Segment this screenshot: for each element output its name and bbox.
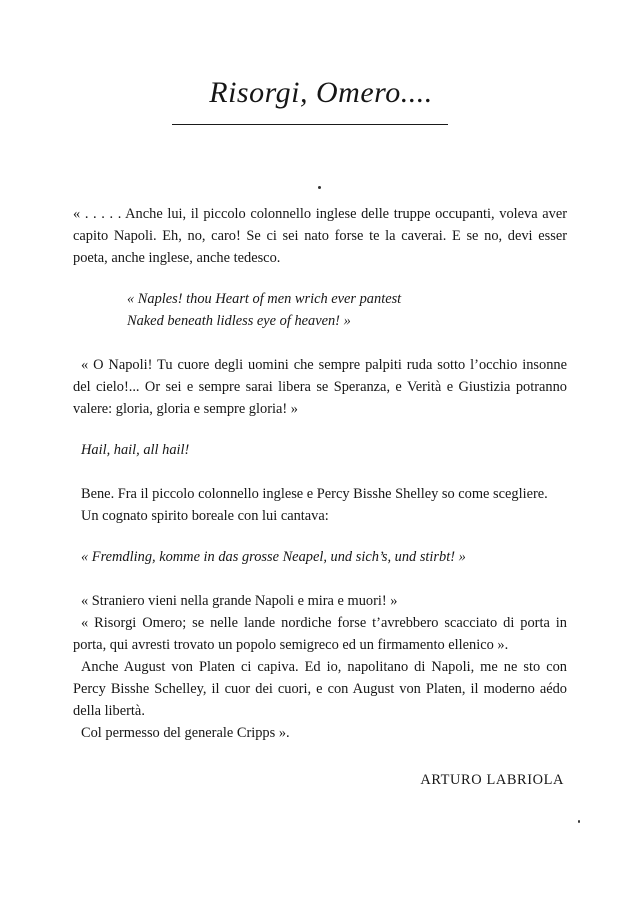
verse-quote <box>127 288 567 332</box>
paragraph-german-quote: « Fremdling, komme in das grosse Neapel, und sich’s, und stirbt! » <box>81 549 466 565</box>
paragraph-risorgi: « Risorgi Omero; se nelle lande nordiche forse t’avrebbero scacciato di porta in porta, qui avresti trovato un popolo semigreco ed un firmamento ellenico ». <box>73 615 567 653</box>
author-signature: ARTURO LABRIOLA <box>420 772 564 788</box>
paragraph-translation: « O Napoli! Tu cuore degli uomini che sempre palpiti ruda sotto l’occhio insonne del cielo!... Or sei e sempre sarai libera se Speranza, e Verità e Giustizia potranno valere: gloria, gloria e sempre gloria! » <box>73 357 567 417</box>
verse-line: Naked beneath lidless eye of heaven! » <box>127 313 351 329</box>
paragraph-hail: Hail, hail, all hail! <box>81 442 190 458</box>
speck-mark <box>318 186 321 189</box>
article-body <box>73 203 567 744</box>
paragraph-platen: Anche August von Platen ci capiva. Ed io, napolitano di Napoli, me ne sto con Percy Bisshe Schelley, il cuor dei cuori, e con August von Platen, il moderno aédo della libertà. <box>73 659 567 719</box>
paragraph-straniero: « Straniero vieni nella grande Napoli e mira e muori! » <box>81 593 398 609</box>
paragraph-intro: « . . . . . Anche lui, il piccolo colonnello inglese delle truppe occupanti, voleva aver capito Napoli. Eh, no, caro! Se ci sei nato forse te la caverai. E se no, devi esser poeta, anche inglese, anche tedesco. <box>73 206 567 266</box>
paragraph-bene: Bene. Fra il piccolo colonnello inglese e Percy Bisshe Shelley so come scegliere. <box>81 486 548 502</box>
speck-mark <box>578 820 580 823</box>
verse-line: « Naples! thou Heart of men wrich ever pantest <box>127 291 402 307</box>
title-underline <box>172 124 448 125</box>
paragraph-cognato: Un cognato spirito boreale con lui cantava: <box>81 508 329 524</box>
paragraph-cripps: Col permesso del generale Cripps ». <box>81 725 290 741</box>
page-title: Risorgi, Omero.... <box>209 76 433 109</box>
